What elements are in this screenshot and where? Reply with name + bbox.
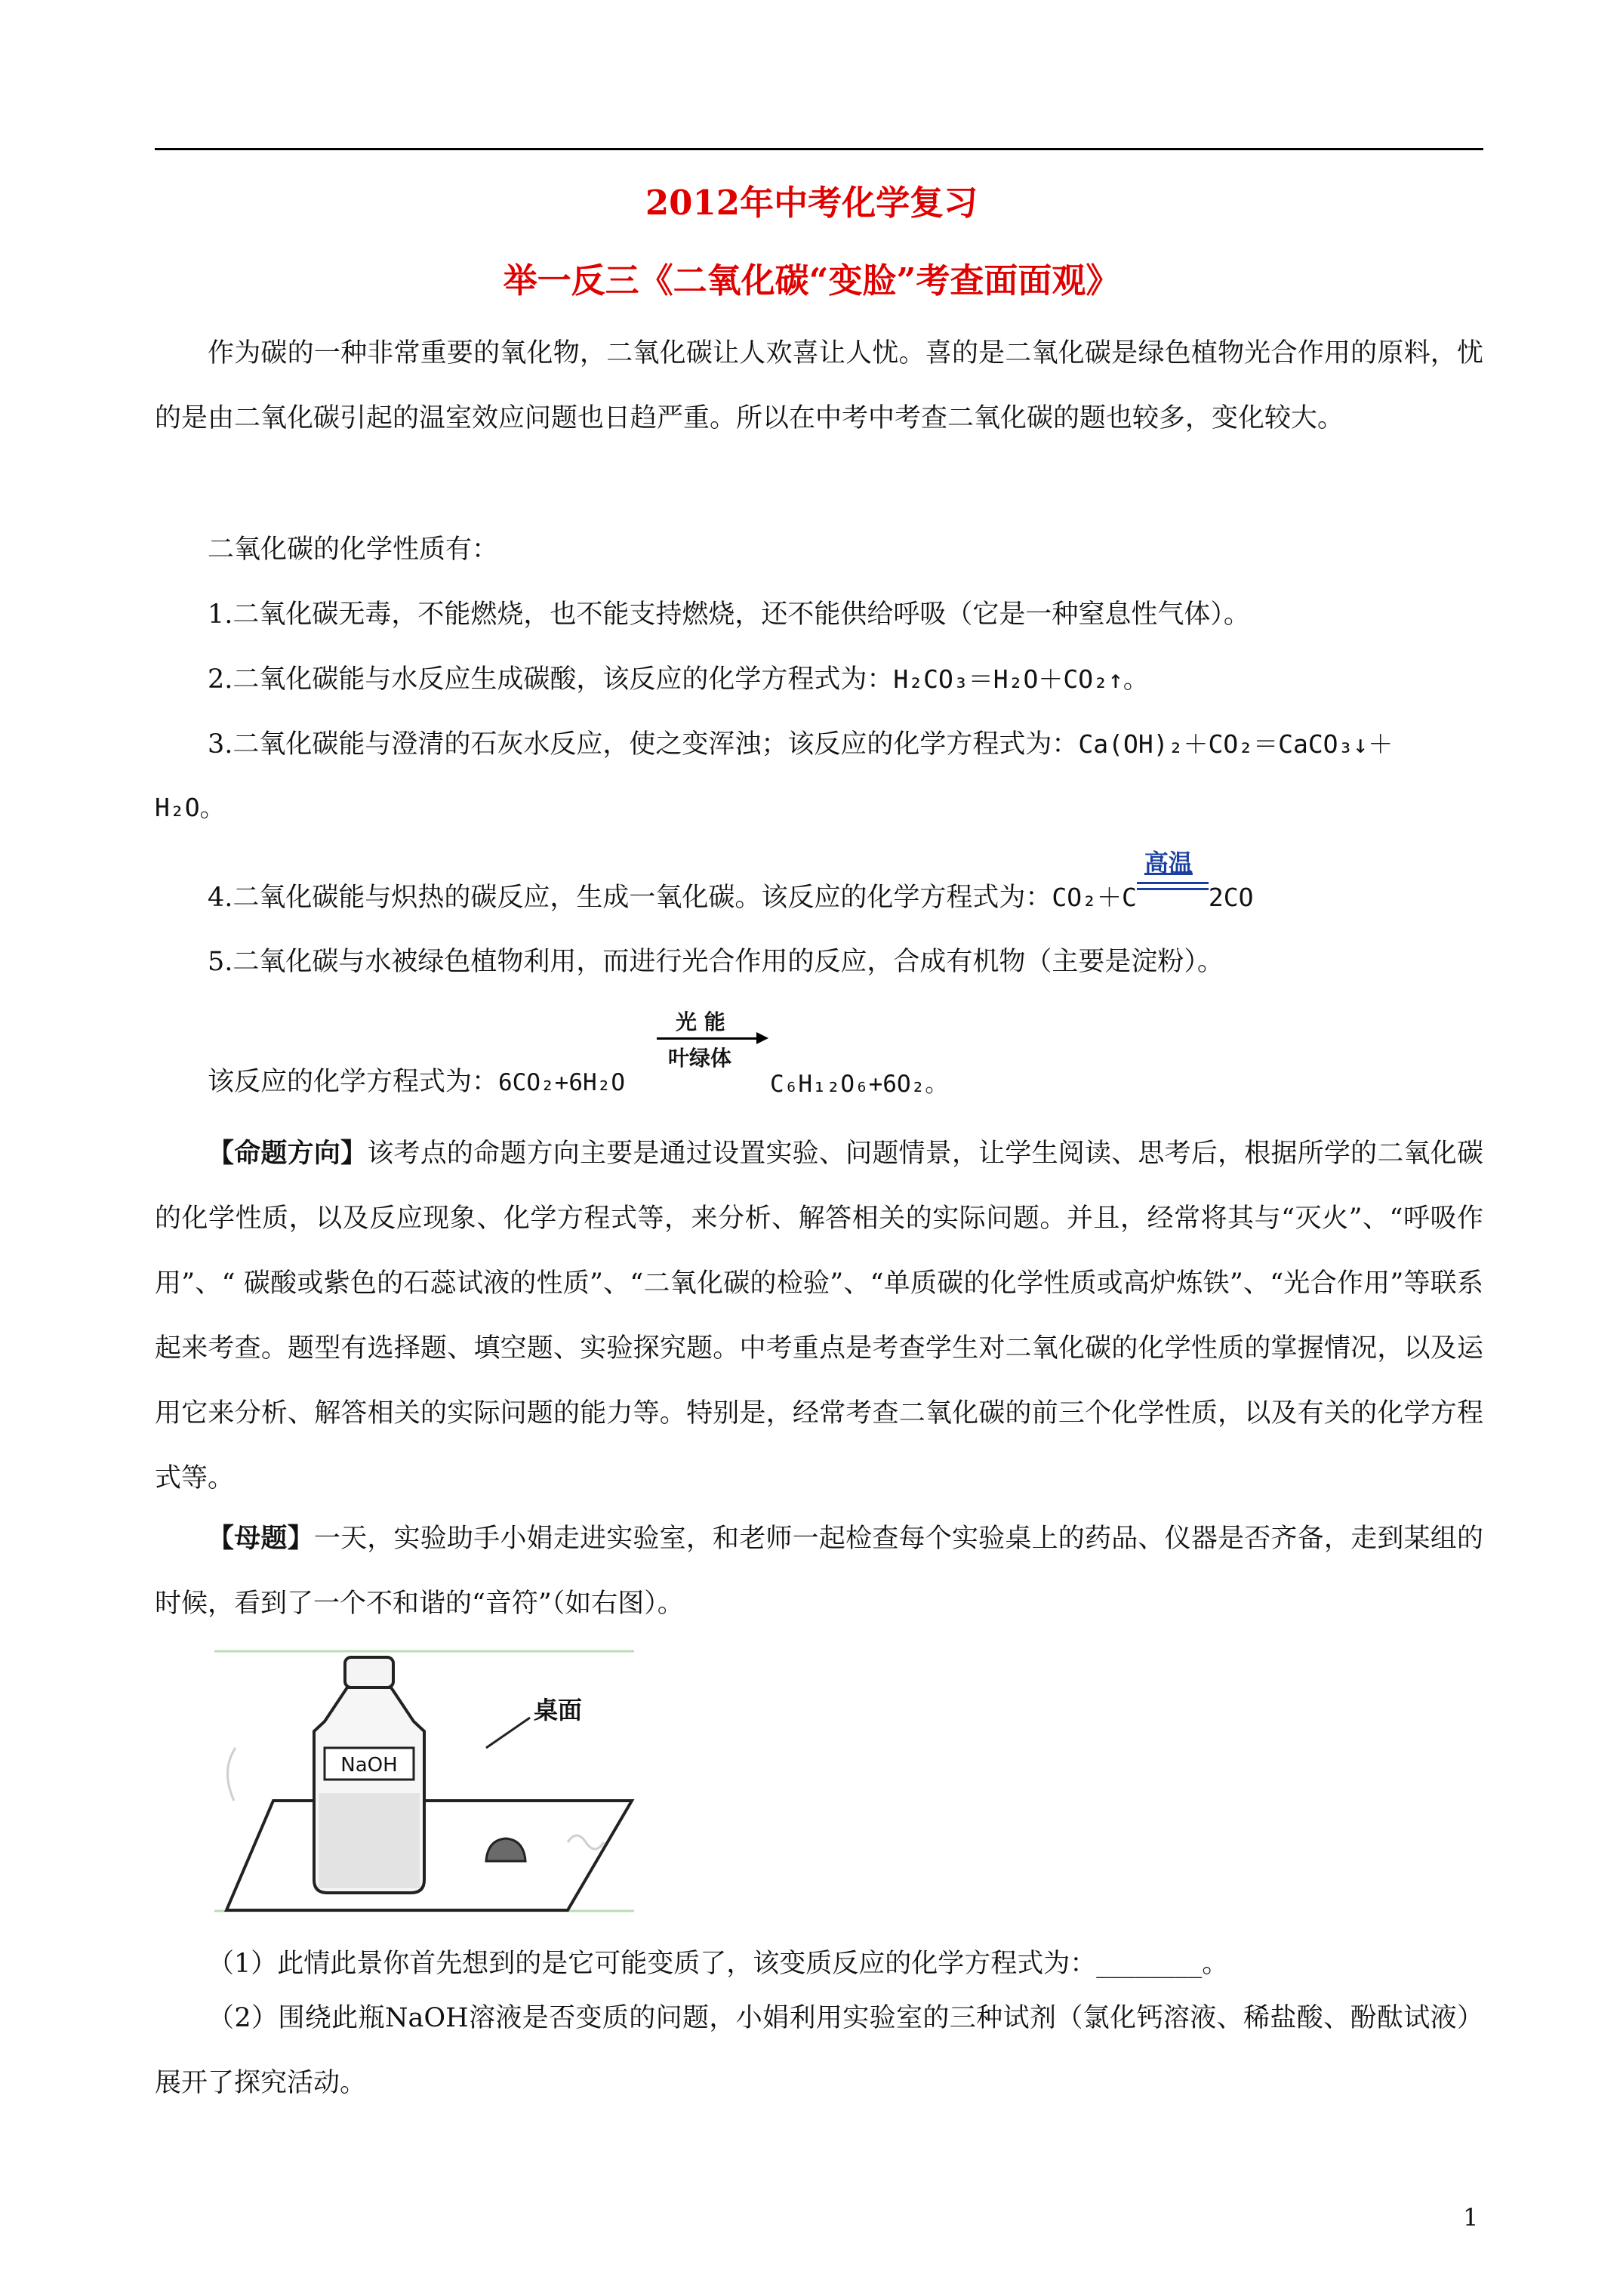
photosynthesis-arrow (657, 1006, 770, 1071)
property-4 (208, 849, 1254, 914)
direction-paragraph (155, 1121, 1483, 1511)
property-5: 5.二氧化碳与水被绿色植物利用，而进行光合作用的反应，合成有机物（主要是淀粉）。 (208, 947, 1224, 977)
direction-text: 该考点的命题方向主要是通过设置实验、问题情景，让学生阅读、思考后，根据所学的二氧化碳的化学性质，以及反应现象、化学方程式等，来分析、解答相关的实际问题。并且，经常将其与“灭火”、“呼吸作用”、“ 碳酸或紫色的石蕊试液的性质”、“二氧化碳的检验”、“单质碳的化学性质或高炉炼铁”、“光合作用”等联系起来考查。题型有选择题、填空题、实验探究题。中考重点是考查学生对二氧化碳的化学性质的掌握情况，以及运用它来分析、解答相关的实际问题的能力等。特别是，经常考查二氧化碳的前三个化学性质，以及有关的化学方程式等。 (155, 1139, 1483, 1493)
direction-label: 【命题方向】 (208, 1138, 368, 1169)
property-4-text: 4.二氧化碳能与炽热的碳反应，生成一氧化碳。该反应的化学方程式为： (208, 883, 1052, 913)
naoh-bottle-figure (213, 1650, 636, 1912)
property-4-eq-left: CO₂＋C (1052, 883, 1137, 912)
arrow-shaft (657, 1037, 762, 1040)
equals-line-top (1137, 882, 1209, 884)
question-2: （2）围绕此瓶NaOH溶液是否变质的问题，小娟利用实验室的三种试剂（氯化钙溶液、稀盐酸、酚酞试液）展开了探究活动。 (155, 2003, 1483, 2098)
property-3 (208, 723, 1393, 761)
photo-right: C₆H₁₂O₆+6O₂。 (770, 1071, 949, 1098)
arrow-head (756, 1032, 768, 1044)
page-number: 1 (1463, 2203, 1479, 2232)
chlorophyll-label: 叶绿体 (668, 1046, 732, 1071)
property-2-equation: H₂CO₃＝H₂O＋CO₂↑。 (893, 664, 1148, 694)
figure-illustration (213, 1650, 636, 1912)
property-2-text: 2.二氧化碳能与水反应生成碳酸，该反应的化学方程式为： (208, 664, 894, 695)
mother-question-text: 一天，实验助手小娟走进实验室，和老师一起检查每个实验桌上的药品、仪器是否齐备，走到某组的时候，看到了一个不和谐的“音符”（如右图）。 (155, 1524, 1483, 1619)
question-1: （1）此情此景你首先想到的是它可能变质了，该变质反应的化学方程式为：________。 (208, 1949, 1229, 1979)
property-3-text: 3.二氧化碳能与澄清的石灰水反应，使之变浑浊；该反应的化学方程式为： (208, 729, 1079, 760)
property-4-eq-right: 2CO (1208, 883, 1254, 912)
document-subtitle: 举一反三《二氧化碳“变脸”考查面面观》 (503, 260, 1120, 300)
photosynthesis-equation (208, 1061, 625, 1099)
mother-question-label: 【母题】 (208, 1523, 314, 1554)
document-title: 2012年中考化学复习 (645, 183, 978, 223)
mother-question-paragraph (155, 1506, 1483, 1636)
bottle-label: NaOH (340, 1754, 398, 1777)
properties-heading: 二氧化碳的化学性质有： (208, 535, 499, 565)
property-3-equation: Ca(OH)₂＋CO₂＝CaCO₃↓＋ (1078, 729, 1394, 759)
property-2 (208, 658, 1148, 696)
high-temp-condition (1137, 849, 1209, 906)
header-rule (155, 148, 1483, 150)
condition-label: 高温 (1144, 849, 1193, 877)
photo-left: 6CO₂+6H₂O (498, 1069, 625, 1096)
equals-line-bottom (1137, 888, 1209, 890)
photo-text: 该反应的化学方程式为： (208, 1067, 499, 1097)
table-surface-label: 桌面 (534, 1696, 583, 1724)
property-1: 1.二氧化碳无毒，不能燃烧，也不能支持燃烧，还不能供给呼吸（它是一种窒息性气体）。 (208, 599, 1250, 630)
property-3-equation-tail: H₂O。 (155, 793, 225, 822)
intro-paragraph: 作为碳的一种非常重要的氧化物，二氧化碳让人欢喜让人忧。喜的是二氧化碳是绿色植物光合作用的原料，忧的是由二氧化碳引起的温室效应问题也日趋严重。所以在中考中考查二氧化碳的题也较多，变化较大。 (155, 338, 1483, 433)
light-energy-label: 光 能 (676, 1009, 725, 1034)
